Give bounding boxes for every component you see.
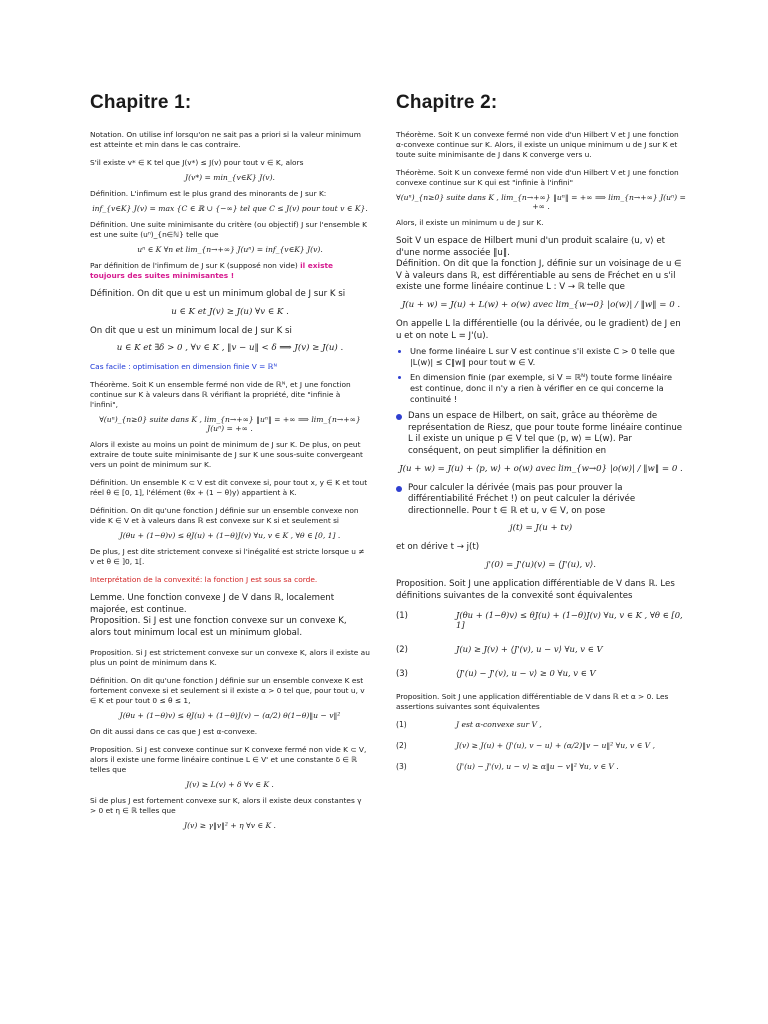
equation: j'(0) = J'(u)(v) = ⟨J'(u), v⟩. (486, 559, 596, 570)
equation-number: (2) (396, 741, 407, 751)
paragraph: Alors, il existe un minimum u de J sur K. (396, 218, 544, 227)
equation: J(θu + (1−θ)v) ≤ θJ(u) + (1−θ)J(v) − (α/2) θ(1−θ)‖u − v‖² (119, 710, 341, 720)
chapter-1-content (90, 130, 370, 830)
paragraph: Alors il existe au moins un point de minimum de J sur K. De plus, on peut extraire de toute suite minimisante de J sur K une sous-suite convergeant vers un point de minimum sur K. (90, 440, 363, 470)
paragraph: Lemme. Une fonction convexe J de V dans ℝ, localement majorée, est continue. (90, 593, 335, 615)
column-chapitre-2 (396, 92, 686, 783)
equation: J(u + w) = J(u) + ⟨p, w⟩ + o(w) avec lim_{w→0} |o(w)| / ‖w‖ = 0 . (399, 463, 683, 474)
paragraph: Théorème. Soit K un convexe fermé non vide d'un Hilbert V et J une fonction convexe continue sur K qui est "infinie à l'infini" (396, 168, 679, 187)
paragraph: De plus, J est dite strictement convexe si l'inégalité est stricte lorsque u ≠ v et θ ∈ ]0, 1[. (90, 547, 365, 567)
paragraph: Proposition. Soit J une application différentiable de V dans ℝ et α > 0. Les assertions suivantes sont équivalentes (396, 692, 669, 712)
equation-text: ⟨J'(u) − J'(v), u − v⟩ ≥ α‖u − v‖² ∀u, v ∈ V . (456, 762, 619, 772)
equation-text: J(θu + (1−θ)v) ≤ θJ(u) + (1−θ)J(v) ∀u, v ∈ K , ∀θ ∈ [0, 1] (456, 610, 683, 631)
numbered-equation (396, 762, 686, 771)
equation-number: (3) (396, 668, 408, 679)
list-item (396, 483, 686, 518)
paragraph: Définition. Une suite minimisante du critère (ou objectif) J sur l'ensemble K est une suite (uⁿ)_{n∈ℕ} telle que (90, 220, 368, 239)
equation-number: (3) (396, 762, 407, 772)
paragraph: Proposition. Soit J une application différentiable de V dans ℝ. Les définitions suivantes de la convexité sont équivalentes (396, 578, 675, 601)
paragraph: Si de plus J est fortement convexe sur K, alors il existe deux constantes γ > 0 et η ∈ ℝ telles que (90, 795, 362, 815)
list-item: • Une forme linéaire L sur V est continue s'il existe C > 0 telle que |L(w)| ≤ C‖w‖ pour tout w ∈ V. (410, 346, 686, 368)
paragraph: Définition. L'infimum est le plus grand des minorants de J sur K: (90, 189, 327, 198)
equation: J(v) ≥ L(v) + δ ∀v ∈ K . (186, 779, 274, 789)
bullet-icon (396, 414, 402, 420)
bullet-list (396, 483, 686, 518)
equation: ∀(uⁿ)_{n≥0} suite dans K , lim_{n→+∞} ‖uⁿ‖ = +∞ ⟹ lim_{n→+∞} J(uⁿ) = +∞ . (396, 193, 686, 211)
accent-text: il existe toujours des suites minimisantes ! (90, 261, 334, 280)
paragraph: Proposition. Si J est strictement convexe sur un convexe K, alors il existe au plus un point de minimum dans K. (90, 647, 370, 667)
chapter-1-title: Chapitre 1: (90, 92, 192, 113)
list-item-text: Dans un espace de Hilbert, on sait, grâce au théorème de représentation de Riesz, que pour toute forme linéaire continue L il existe un unique p ∈ V tel que ⟨p, w⟩ = L(w). Par conséquent, on peut simplifier la définition en (408, 411, 683, 456)
paragraph (90, 261, 370, 281)
list-item (396, 411, 686, 457)
numbered-equation (396, 720, 686, 729)
equation-number: (1) (396, 610, 408, 621)
numbered-equation (396, 610, 686, 630)
paragraph: On dit que u est un minimum local de J sur K si (90, 325, 292, 336)
red-note: Interprétation de la convexité: la fonction J est sous sa corde. (90, 575, 318, 585)
blue-note: Cas facile : optimisation en dimension finie V = ℝᴺ (90, 362, 278, 372)
list-item-text: Pour calculer la dérivée (mais pas pour prouver la différentiabilité Fréchet !) on peut calculer la dérivée directionnelle. Pour t ∈ ℝ et u, v ∈ V, on pose (408, 482, 636, 516)
paragraph: Notation. On utilise inf lorsqu'on ne sait pas a priori si la valeur minimum est atteinte et min dans le cas contraire. (90, 130, 361, 149)
bullet-icon (396, 486, 402, 492)
paragraph: On dit aussi dans ce cas que J est α-convexe. (90, 726, 258, 736)
equation: J(θu + (1−θ)v) ≤ θJ(u) + (1−θ)J(v) ∀u, v ∈ K , ∀θ ∈ [0, 1] . (119, 531, 341, 541)
paragraph: Définition. On dit que u est un minimum global de J sur K si (90, 289, 346, 299)
equation-text: J est α-convexe sur V , (456, 720, 542, 730)
paragraph-text: Par définition de l'infimum de J sur K (supposé non vide) (90, 261, 298, 270)
paragraph: S'il existe v* ∈ K tel que J(v*) ≤ J(v) pour tout v ∈ K, alors (90, 158, 304, 167)
paragraph: Définition. On dit que la fonction J, définie sur un voisinage de u ∈ V à valeurs dans ℝ, est différentiable au sens de Fréchet en u s'il existe une forme linéaire continue L : V → ℝ telle que (396, 259, 682, 293)
equation-text: J(v) ≥ J(u) + ⟨J'(u), v − u⟩ + (α/2)‖v − u‖² ∀u, v ∈ V , (456, 741, 655, 751)
paragraph: On appelle L la différentielle (ou la dérivée, ou le gradient) de J en u et on note L = J'(u). (396, 318, 681, 341)
paragraph: et on dérive t → j(t) (396, 542, 480, 553)
list-item: • En dimension finie (par exemple, si V = ℝᴺ) toute forme linéaire est continue, donc il n'y a rien à vérifier en ce qui concerne la continuité ! (410, 372, 686, 405)
equation: J(v*) = min_{v∈K} J(v). (185, 173, 275, 182)
equation: uⁿ ∈ K ∀n et lim_{n→+∞} J(uⁿ) = inf_{v∈K} J(v). (137, 245, 323, 254)
equation: j(t) = J(u + tv) (509, 523, 573, 534)
equation-text: ⟨J'(u) − J'(v), u − v⟩ ≥ 0 ∀u, v ∈ V (456, 668, 596, 679)
chapter-2-title: Chapitre 2: (396, 92, 498, 113)
paragraph: Théorème. Soit K un convexe fermé non vide d'un Hilbert V et J une fonction α-convexe continue sur K. Alors, il existe un unique minimum u de J sur K et toute suite minimisante de J dans K converge vers u. (396, 130, 679, 159)
numbered-equation (396, 668, 686, 678)
paragraph: Proposition. Si J est convexe continue sur K convexe fermé non vide K ⊂ V, alors il existe une forme linéaire continue L ∈ V' et une constante δ ∈ ℝ telles que (90, 744, 367, 774)
bullet-list (396, 411, 686, 457)
equation: J(u + w) = J(u) + L(w) + o(w) avec lim_{w→0} |o(w)| / ‖w‖ = 0 . (401, 299, 681, 310)
column-chapitre-1 (90, 92, 370, 837)
equation-text: J(u) ≥ J(v) + ⟨J'(v), u − v⟩ ∀u, v ∈ V (456, 644, 603, 655)
numbered-equation (396, 644, 686, 654)
equation: ∀(uⁿ)_{n≥0} suite dans K , lim_{n→+∞} ‖uⁿ‖ = +∞ ⟹ lim_{n→+∞} J(uⁿ) = +∞ . (99, 415, 361, 434)
numbered-equation (396, 741, 686, 750)
paragraph: Soit V un espace de Hilbert muni d'un produit scalaire ⟨u, v⟩ et d'une norme associée ‖u‖. (396, 236, 665, 258)
equation: u ∈ K et ∃δ > 0 , ∀v ∈ K , ‖v − u‖ < δ ⟹ J(v) ≥ J(u) . (116, 343, 344, 354)
paragraph: Théorème. Soit K un ensemble fermé non vide de ℝᴺ, et J une fonction continue sur K à valeurs dans ℝ vérifiant la propriété, dite "infinie à l'infini", (90, 380, 351, 410)
equation-number: (2) (396, 644, 408, 655)
equation: u ∈ K et J(v) ≥ J(u) ∀v ∈ K . (171, 306, 289, 317)
paragraph: Définition. Un ensemble K ⊂ V est dit convexe si, pour tout x, y ∈ K et tout réel θ ∈ [0, 1], l'élément (θx + (1 − θ)y) appartient à K. (90, 478, 368, 498)
equation: inf_{v∈K} J(v) = max {C ∈ ℝ ∪ {−∞} tel que C ≤ J(v) pour tout v ∈ K}. (92, 204, 368, 213)
paragraph: Définition. On dit qu'une fonction J définie sur un ensemble convexe K est fortement convexe si et seulement si il existe α > 0 tel que, pour tout u, v ∈ K et pour tout 0 ≤ θ ≤ 1, (90, 675, 365, 705)
equation: J(v) ≥ γ‖v‖² + η ∀v ∈ K . (184, 820, 276, 830)
equation-number: (1) (396, 720, 407, 730)
paragraph: Définition. On dit qu'une fonction J définie sur un ensemble convexe non vide K ∈ V et à valeurs dans ℝ est convexe sur K si et seulement si (90, 506, 359, 526)
sub-bullet-list (396, 346, 686, 405)
paragraph: Proposition. Si J est une fonction convexe sur un convexe K, alors tout minimum local est un minimum global. (90, 616, 347, 638)
chapter-2-content (396, 130, 686, 771)
